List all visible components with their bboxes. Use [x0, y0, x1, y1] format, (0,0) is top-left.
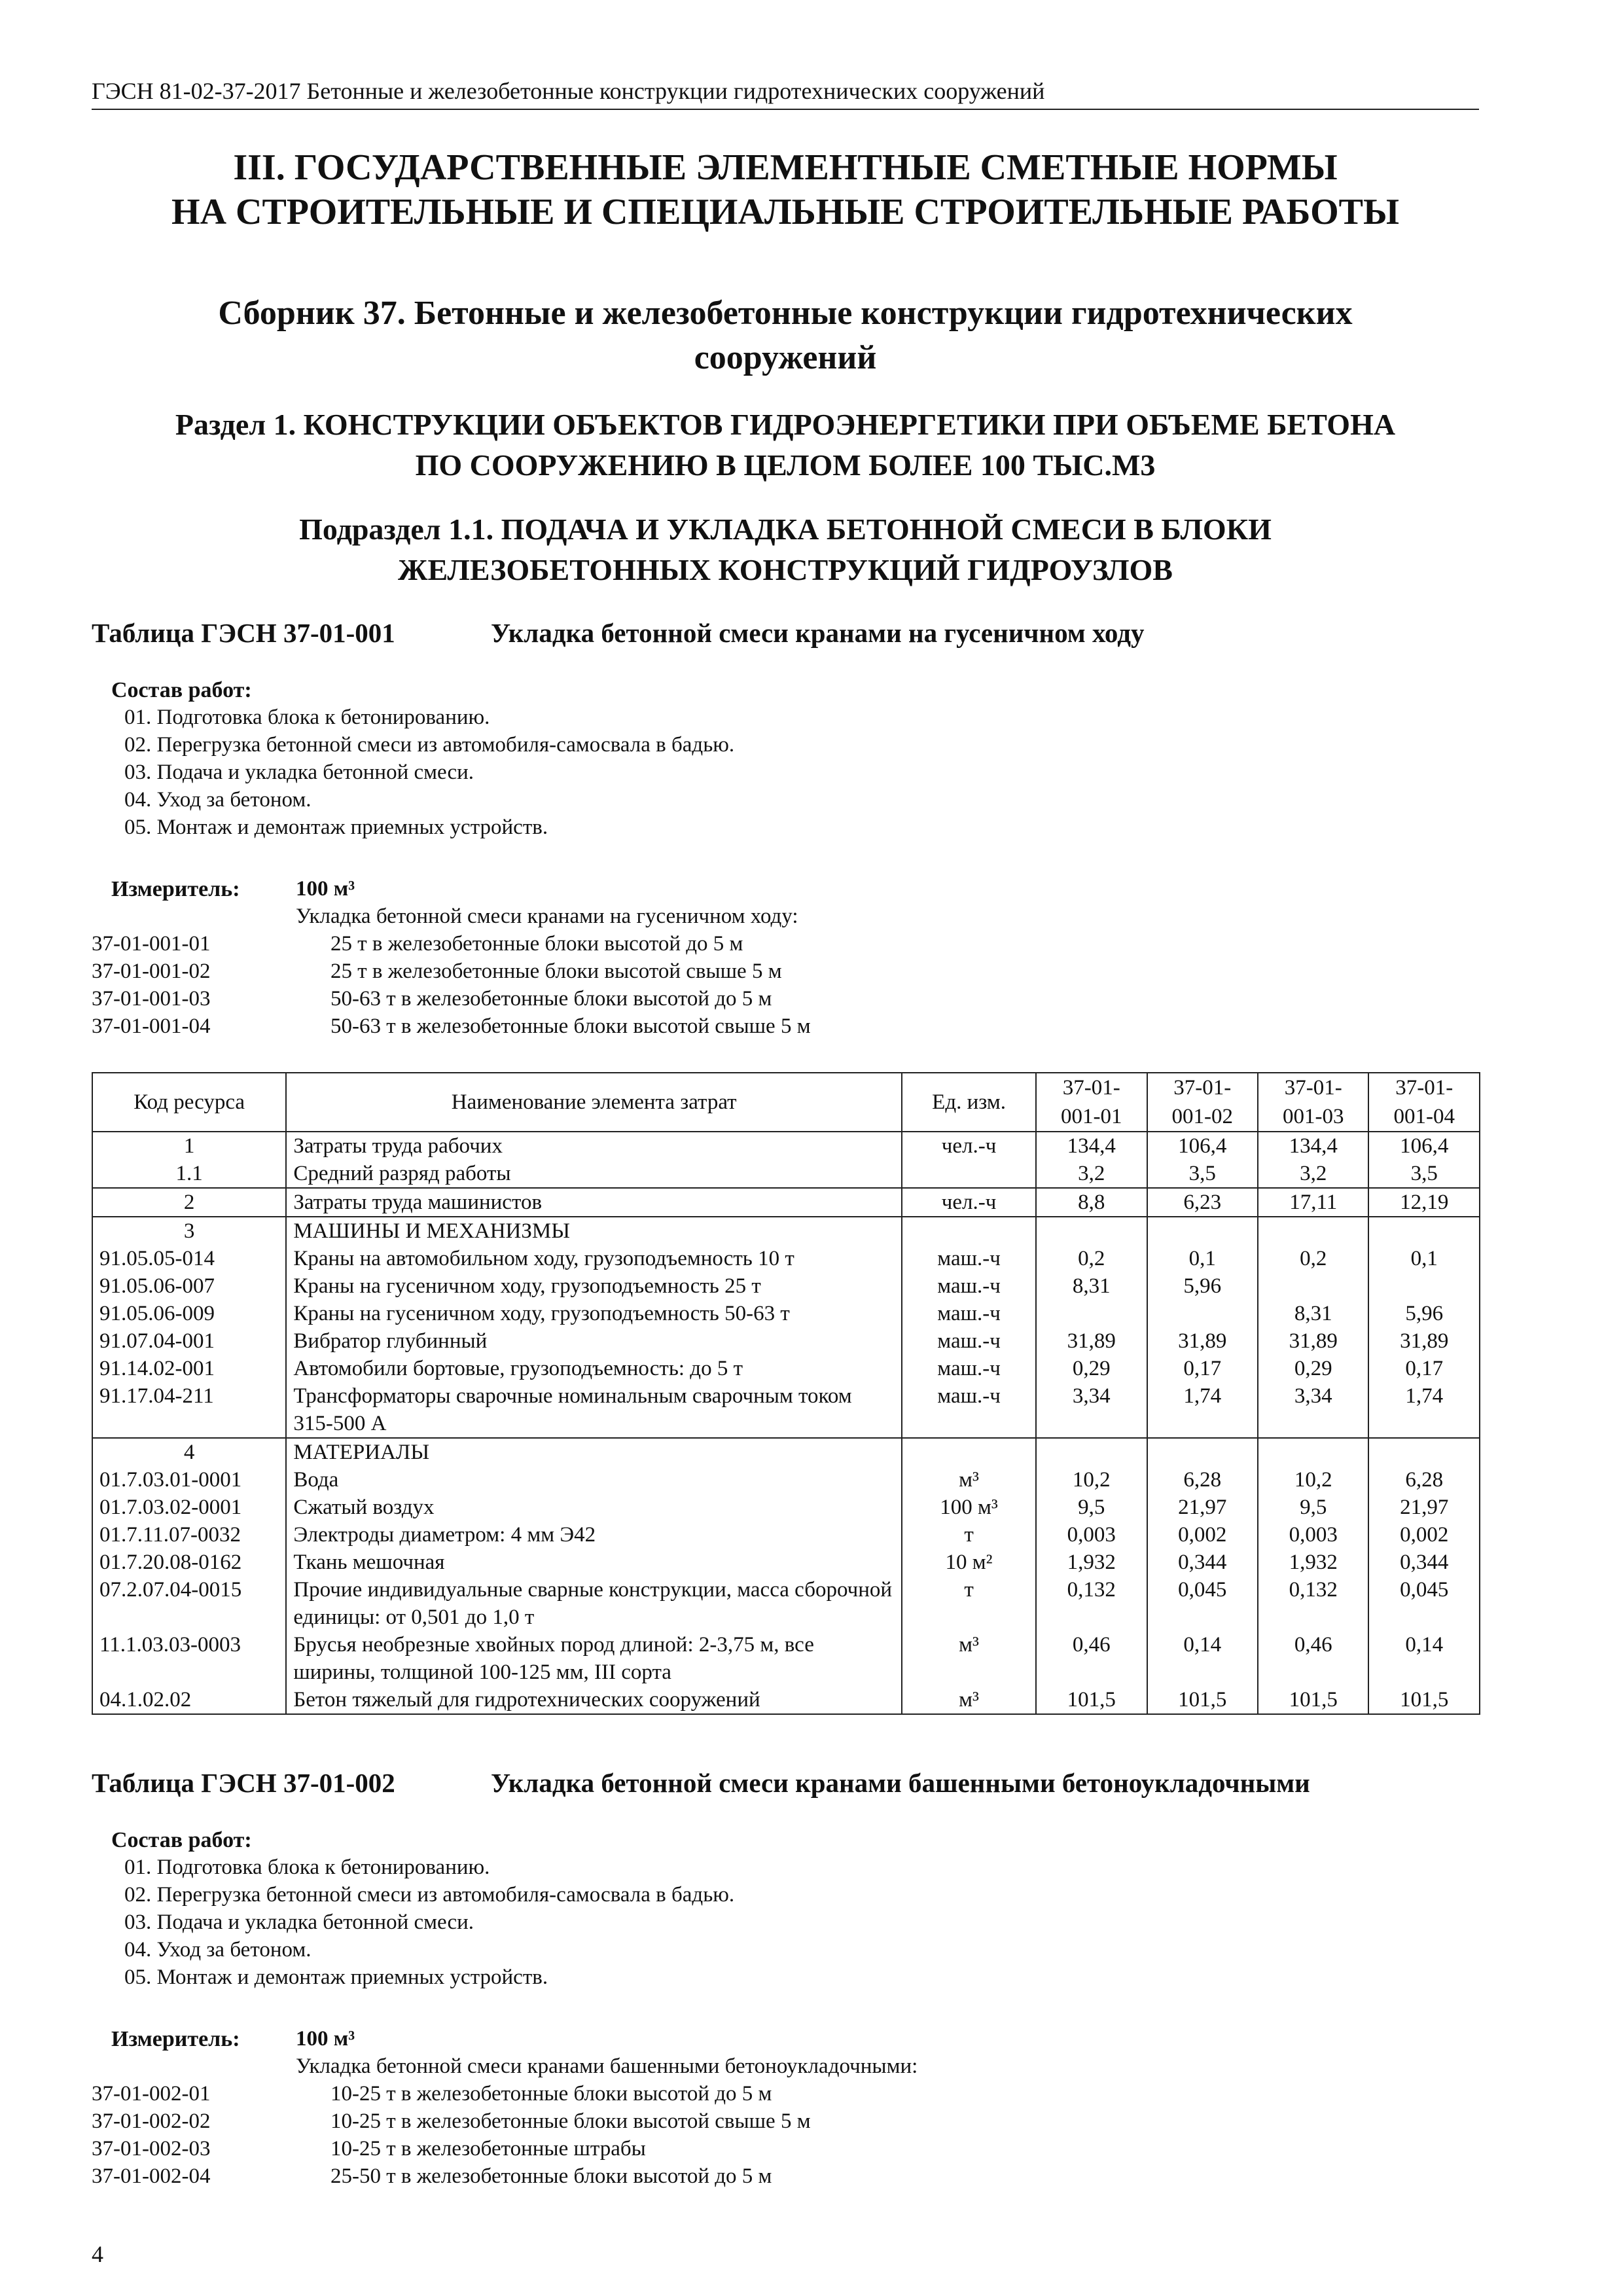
table2-norm-code: 37-01-002-02 [92, 2109, 211, 2133]
table2-work-label: Состав работ: [111, 1828, 252, 1852]
resource-name-cell: Краны на гусеничном ходу, грузоподъемность 50-63 т [286, 1300, 902, 1327]
resource-value-cell [1368, 1217, 1480, 1245]
resource-name-cell: Электроды диаметром: 4 мм Э42 [286, 1521, 902, 1549]
resource-code-cell: 1.1 [92, 1160, 286, 1188]
table-row [92, 1686, 1480, 1714]
resource-unit-cell: 100 м³ [902, 1494, 1036, 1521]
table1-work-item: 01. Подготовка блока к бетонированию. [124, 706, 490, 729]
table2-name: Укладка бетонной смеси кранами башенными бетоноукладочными [491, 1768, 1310, 1798]
table-row [92, 1272, 1480, 1300]
table2-norm-code: 37-01-002-01 [92, 2082, 211, 2106]
resource-value-cell: 6,28 [1147, 1466, 1258, 1494]
resource-name-cell: МАТЕРИАЛЫ [286, 1438, 902, 1466]
header-norm-col [1036, 1073, 1147, 1132]
table2-measure-label: Измеритель: [111, 2027, 240, 2051]
resource-code-cell: 3 [92, 1217, 286, 1245]
resource-value-cell [1147, 1300, 1258, 1327]
table1-measure-label: Измеритель: [111, 877, 240, 901]
resource-value-cell: 1,932 [1036, 1549, 1147, 1576]
table1-norm-code: 37-01-001-01 [92, 932, 211, 956]
resource-unit-cell: м³ [902, 1686, 1036, 1714]
resource-value-cell: 31,89 [1036, 1327, 1147, 1355]
part-title-line2: НА СТРОИТЕЛЬНЫЕ И СПЕЦИАЛЬНЫЕ СТРОИТЕЛЬНЫЕ РАБОТЫ [171, 192, 1399, 232]
resource-value-cell: 0,29 [1036, 1355, 1147, 1382]
resource-code-cell: 91.05.05-014 [92, 1245, 286, 1272]
table-row [92, 1521, 1480, 1549]
resource-value-cell: 106,4 [1368, 1132, 1480, 1160]
resource-code-cell: 91.05.06-007 [92, 1272, 286, 1300]
table1-measure-value: 100 м³ [296, 877, 355, 901]
table-row [92, 1188, 1480, 1217]
table-row [92, 1327, 1480, 1355]
table-row [92, 1466, 1480, 1494]
page-number: 4 [92, 2241, 103, 2267]
resource-value-cell: 0,003 [1258, 1521, 1368, 1549]
resource-value-cell [1036, 1217, 1147, 1245]
resource-unit-cell: маш.-ч [902, 1245, 1036, 1272]
resource-unit-cell: чел.-ч [902, 1132, 1036, 1160]
resource-value-cell [1036, 1438, 1147, 1466]
resource-value-cell: 0,14 [1368, 1631, 1480, 1686]
table1-name: Укладка бетонной смеси кранами на гусеничном ходу [491, 618, 1145, 648]
header-unit: Ед. изм. [902, 1073, 1036, 1132]
header-norm-col-bottom: 001-01 [1061, 1105, 1122, 1128]
resource-value-cell: 0,344 [1147, 1549, 1258, 1576]
table2-norm-text: 10-25 т в железобетонные блоки высотой до 5 м [330, 2082, 772, 2106]
resource-value-cell: 9,5 [1258, 1494, 1368, 1521]
resource-unit-cell [902, 1438, 1036, 1466]
resource-code-cell: 91.17.04-211 [92, 1382, 286, 1438]
resource-name-cell: Краны на автомобильном ходу, грузоподъемность 10 т [286, 1245, 902, 1272]
resource-code-cell: 01.7.20.08-0162 [92, 1549, 286, 1576]
resource-code-cell: 01.7.03.01-0001 [92, 1466, 286, 1494]
resource-value-cell: 8,31 [1036, 1272, 1147, 1300]
resource-value-cell: 21,97 [1368, 1494, 1480, 1521]
resource-value-cell: 10,2 [1036, 1466, 1147, 1494]
resource-value-cell: 31,89 [1258, 1327, 1368, 1355]
resource-value-cell: 8,8 [1036, 1188, 1147, 1217]
table2-work-item: 01. Подготовка блока к бетонированию. [124, 1856, 490, 1879]
resource-value-cell: 0,1 [1147, 1245, 1258, 1272]
table-row [92, 1300, 1480, 1327]
resource-value-cell: 3,34 [1036, 1382, 1147, 1438]
resource-code-cell: 01.7.03.02-0001 [92, 1494, 286, 1521]
resource-value-cell [1258, 1272, 1368, 1300]
table1-work-label: Состав работ: [111, 678, 252, 702]
table1-work-item: 02. Перегрузка бетонной смеси из автомобиля-самосвала в бадью. [124, 733, 735, 757]
resource-name-cell: Автомобили бортовые, грузоподъемность: до 5 т [286, 1355, 902, 1382]
table1-norm-code: 37-01-001-02 [92, 960, 211, 983]
resource-value-cell: 0,17 [1147, 1355, 1258, 1382]
header-norm-col-top: 37-01- [1284, 1076, 1342, 1100]
table-row [92, 1217, 1480, 1245]
resource-value-cell: 8,31 [1258, 1300, 1368, 1327]
table1-norm-text: 25 т в железобетонные блоки высотой до 5 м [330, 932, 743, 956]
resource-value-cell: 0,132 [1036, 1576, 1147, 1631]
resource-code-cell: 1 [92, 1132, 286, 1160]
header-norm-col-bottom: 001-02 [1171, 1105, 1234, 1128]
resource-value-cell: 101,5 [1368, 1686, 1480, 1714]
header-norm-col [1368, 1073, 1480, 1132]
resource-value-cell: 106,4 [1147, 1132, 1258, 1160]
resource-unit-cell: 10 м² [902, 1549, 1036, 1576]
table2-work-item: 02. Перегрузка бетонной смеси из автомобиля-самосвала в бадью. [124, 1883, 735, 1907]
resource-code-cell: 2 [92, 1188, 286, 1217]
resource-code-cell: 91.07.04-001 [92, 1327, 286, 1355]
resource-value-cell [1368, 1272, 1480, 1300]
resource-name-cell: Бетон тяжелый для гидротехнических сооружений [286, 1686, 902, 1714]
resource-value-cell: 134,4 [1036, 1132, 1147, 1160]
table-row [92, 1355, 1480, 1382]
table2-work-item: 04. Уход за бетоном. [124, 1938, 312, 1962]
resource-value-cell: 0,46 [1036, 1631, 1147, 1686]
resource-unit-cell: т [902, 1576, 1036, 1631]
table2-title [92, 1767, 1310, 1799]
resource-unit-cell: маш.-ч [902, 1382, 1036, 1438]
running-header: ГЭСН 81-02-37-2017 Бетонные и железобетонные конструкции гидротехнических сооружений [92, 77, 1479, 110]
table1-work-item: 04. Уход за бетоном. [124, 788, 312, 812]
table1-norm-code: 37-01-001-04 [92, 1014, 211, 1038]
header-norm-col-bottom: 001-04 [1393, 1105, 1455, 1128]
resource-value-cell: 0,14 [1147, 1631, 1258, 1686]
resource-value-cell: 3,2 [1258, 1160, 1368, 1188]
resource-name-cell: Краны на гусеничном ходу, грузоподъемность 25 т [286, 1272, 902, 1300]
header-norm-col [1147, 1073, 1258, 1132]
resource-value-cell: 17,11 [1258, 1188, 1368, 1217]
resource-code-cell: 11.1.03.03-0003 [92, 1631, 286, 1686]
resource-unit-cell: м³ [902, 1466, 1036, 1494]
header-name: Наименование элемента затрат [286, 1073, 902, 1132]
resource-name-cell: Прочие индивидуальные сварные конструкции, масса сборочной единицы: от 0,501 до 1,0 т [286, 1576, 902, 1631]
resource-value-cell: 101,5 [1147, 1686, 1258, 1714]
table-row [92, 1576, 1480, 1631]
resource-code-cell: 4 [92, 1438, 286, 1466]
resource-value-cell: 10,2 [1258, 1466, 1368, 1494]
resource-value-cell [1258, 1438, 1368, 1466]
resource-value-cell: 6,28 [1368, 1466, 1480, 1494]
resource-value-cell: 3,2 [1036, 1160, 1147, 1188]
table-row [92, 1245, 1480, 1272]
resource-value-cell: 0,2 [1258, 1245, 1368, 1272]
table1-norm-text: 50-63 т в железобетонные блоки высотой свыше 5 м [330, 1014, 811, 1038]
table1-work-item: 05. Монтаж и демонтаж приемных устройств. [124, 816, 548, 839]
table1-work-item: 03. Подача и укладка бетонной смеси. [124, 761, 474, 784]
table2-work-item: 03. Подача и укладка бетонной смеси. [124, 1910, 474, 1934]
table-row [92, 1549, 1480, 1576]
resource-unit-cell: м³ [902, 1631, 1036, 1686]
table2-norm-text: 10-25 т в железобетонные блоки высотой свыше 5 м [330, 2109, 811, 2133]
header-norm-col-top: 37-01- [1395, 1076, 1454, 1100]
resource-value-cell: 6,23 [1147, 1188, 1258, 1217]
resource-name-cell: Брусья необрезные хвойных пород длиной: 2-3,75 м, все ширины, толщиной 100-125 мм, III сорта [286, 1631, 902, 1686]
resource-unit-cell [902, 1160, 1036, 1188]
header-norm-col-bottom: 001-03 [1282, 1105, 1344, 1128]
resource-cost-table [92, 1072, 1480, 1715]
resource-unit-cell: т [902, 1521, 1036, 1549]
resource-name-cell: Сжатый воздух [286, 1494, 902, 1521]
table-row [92, 1438, 1480, 1466]
table-row [92, 1132, 1480, 1160]
resource-unit-cell: маш.-ч [902, 1327, 1036, 1355]
resource-value-cell: 0,2 [1036, 1245, 1147, 1272]
resource-value-cell [1147, 1438, 1258, 1466]
header-norm-col-top: 37-01- [1062, 1076, 1120, 1100]
table2-norm-code: 37-01-002-03 [92, 2137, 211, 2161]
resource-value-cell: 0,17 [1368, 1355, 1480, 1382]
section-title-line2: ПО СООРУЖЕНИЮ В ЦЕЛОМ БОЛЕЕ 100 ТЫС.М3 [415, 448, 1156, 482]
resource-code-cell: 07.2.07.04-0015 [92, 1576, 286, 1631]
resource-name-cell: Трансформаторы сварочные номинальным сварочным током 315-500 А [286, 1382, 902, 1438]
resource-value-cell: 21,97 [1147, 1494, 1258, 1521]
resource-name-cell: Вода [286, 1466, 902, 1494]
table2-norm-code: 37-01-002-04 [92, 2164, 211, 2188]
table1-label: Таблица ГЭСН 37-01-001 [92, 618, 395, 648]
resource-code-cell: 04.1.02.02 [92, 1686, 286, 1714]
resource-value-cell: 0,045 [1147, 1576, 1258, 1631]
table-header-row [92, 1073, 1480, 1132]
resource-value-cell: 5,96 [1147, 1272, 1258, 1300]
resource-code-cell: 01.7.11.07-0032 [92, 1521, 286, 1549]
resource-value-cell: 0,132 [1258, 1576, 1368, 1631]
header-norm-col-top: 37-01- [1173, 1076, 1232, 1100]
resource-value-cell: 0,29 [1258, 1355, 1368, 1382]
resource-value-cell: 0,002 [1147, 1521, 1258, 1549]
resource-value-cell: 0,1 [1368, 1245, 1480, 1272]
collection-title-line1: Сборник 37. Бетонные и железобетонные конструкции гидротехнических [218, 295, 1353, 332]
resource-code-cell: 91.14.02-001 [92, 1355, 286, 1382]
table2-work-item: 05. Монтаж и демонтаж приемных устройств. [124, 1965, 548, 1989]
resource-value-cell: 0,045 [1368, 1576, 1480, 1631]
resource-name-cell: Затраты труда рабочих [286, 1132, 902, 1160]
resource-value-cell: 3,5 [1147, 1160, 1258, 1188]
resource-value-cell: 9,5 [1036, 1494, 1147, 1521]
header-code: Код ресурса [92, 1073, 286, 1132]
resource-name-cell: Средний разряд работы [286, 1160, 902, 1188]
subsection-title-line1: Подраздел 1.1. ПОДАЧА И УКЛАДКА БЕТОННОЙ СМЕСИ В БЛОКИ [299, 512, 1272, 546]
resource-name-cell: Затраты труда машинистов [286, 1188, 902, 1217]
resource-value-cell: 31,89 [1147, 1327, 1258, 1355]
header-norm-col [1258, 1073, 1368, 1132]
resource-value-cell: 12,19 [1368, 1188, 1480, 1217]
resource-unit-cell: маш.-ч [902, 1272, 1036, 1300]
section-title-line1: Раздел 1. КОНСТРУКЦИИ ОБЪЕКТОВ ГИДРОЭНЕРГЕТИКИ ПРИ ОБЪЕМЕ БЕТОНА [175, 408, 1396, 441]
resource-value-cell [1258, 1217, 1368, 1245]
table-row [92, 1494, 1480, 1521]
table1-measure-intro: Укладка бетонной смеси кранами на гусеничном ходу: [296, 905, 798, 928]
resource-value-cell: 1,74 [1147, 1382, 1258, 1438]
table2-measure-value: 100 м³ [296, 2027, 355, 2051]
table1-norm-text: 25 т в железобетонные блоки высотой свыше 5 м [330, 960, 782, 983]
resource-value-cell: 0,344 [1368, 1549, 1480, 1576]
resource-value-cell: 1,74 [1368, 1382, 1480, 1438]
resource-unit-cell: маш.-ч [902, 1300, 1036, 1327]
resource-name-cell: МАШИНЫ И МЕХАНИЗМЫ [286, 1217, 902, 1245]
table1-title [92, 617, 1145, 649]
resource-value-cell: 31,89 [1368, 1327, 1480, 1355]
resource-value-cell [1368, 1438, 1480, 1466]
resource-value-cell [1147, 1217, 1258, 1245]
resource-value-cell: 3,34 [1258, 1382, 1368, 1438]
table2-norm-text: 25-50 т в железобетонные блоки высотой до 5 м [330, 2164, 772, 2188]
resource-unit-cell: чел.-ч [902, 1188, 1036, 1217]
collection-title-line2: сооружений [694, 339, 877, 376]
table2-measure-intro: Укладка бетонной смеси кранами башенными бетоноукладочными: [296, 2054, 918, 2078]
resource-value-cell: 0,002 [1368, 1521, 1480, 1549]
resource-value-cell: 101,5 [1036, 1686, 1147, 1714]
table2-norm-text: 10-25 т в железобетонные штрабы [330, 2137, 646, 2161]
subsection-title-line2: ЖЕЛЕЗОБЕТОННЫХ КОНСТРУКЦИЙ ГИДРОУЗЛОВ [398, 553, 1173, 586]
resource-unit-cell [902, 1217, 1036, 1245]
table1-norm-text: 50-63 т в железобетонные блоки высотой до 5 м [330, 987, 772, 1011]
resource-value-cell: 3,5 [1368, 1160, 1480, 1188]
resource-unit-cell: маш.-ч [902, 1355, 1036, 1382]
resource-value-cell [1036, 1300, 1147, 1327]
table-row [92, 1382, 1480, 1438]
resource-value-cell: 1,932 [1258, 1549, 1368, 1576]
resource-value-cell: 134,4 [1258, 1132, 1368, 1160]
resource-value-cell: 101,5 [1258, 1686, 1368, 1714]
resource-name-cell: Ткань мешочная [286, 1549, 902, 1576]
resource-value-cell: 0,003 [1036, 1521, 1147, 1549]
resource-name-cell: Вибратор глубинный [286, 1327, 902, 1355]
table1-norm-code: 37-01-001-03 [92, 987, 211, 1011]
table-row [92, 1160, 1480, 1188]
part-title-line1: III. ГОСУДАРСТВЕННЫЕ ЭЛЕМЕНТНЫЕ СМЕТНЫЕ НОРМЫ [233, 147, 1338, 188]
resource-code-cell: 91.05.06-009 [92, 1300, 286, 1327]
table2-label: Таблица ГЭСН 37-01-002 [92, 1768, 395, 1798]
resource-value-cell: 0,46 [1258, 1631, 1368, 1686]
resource-value-cell: 5,96 [1368, 1300, 1480, 1327]
table-row [92, 1631, 1480, 1686]
